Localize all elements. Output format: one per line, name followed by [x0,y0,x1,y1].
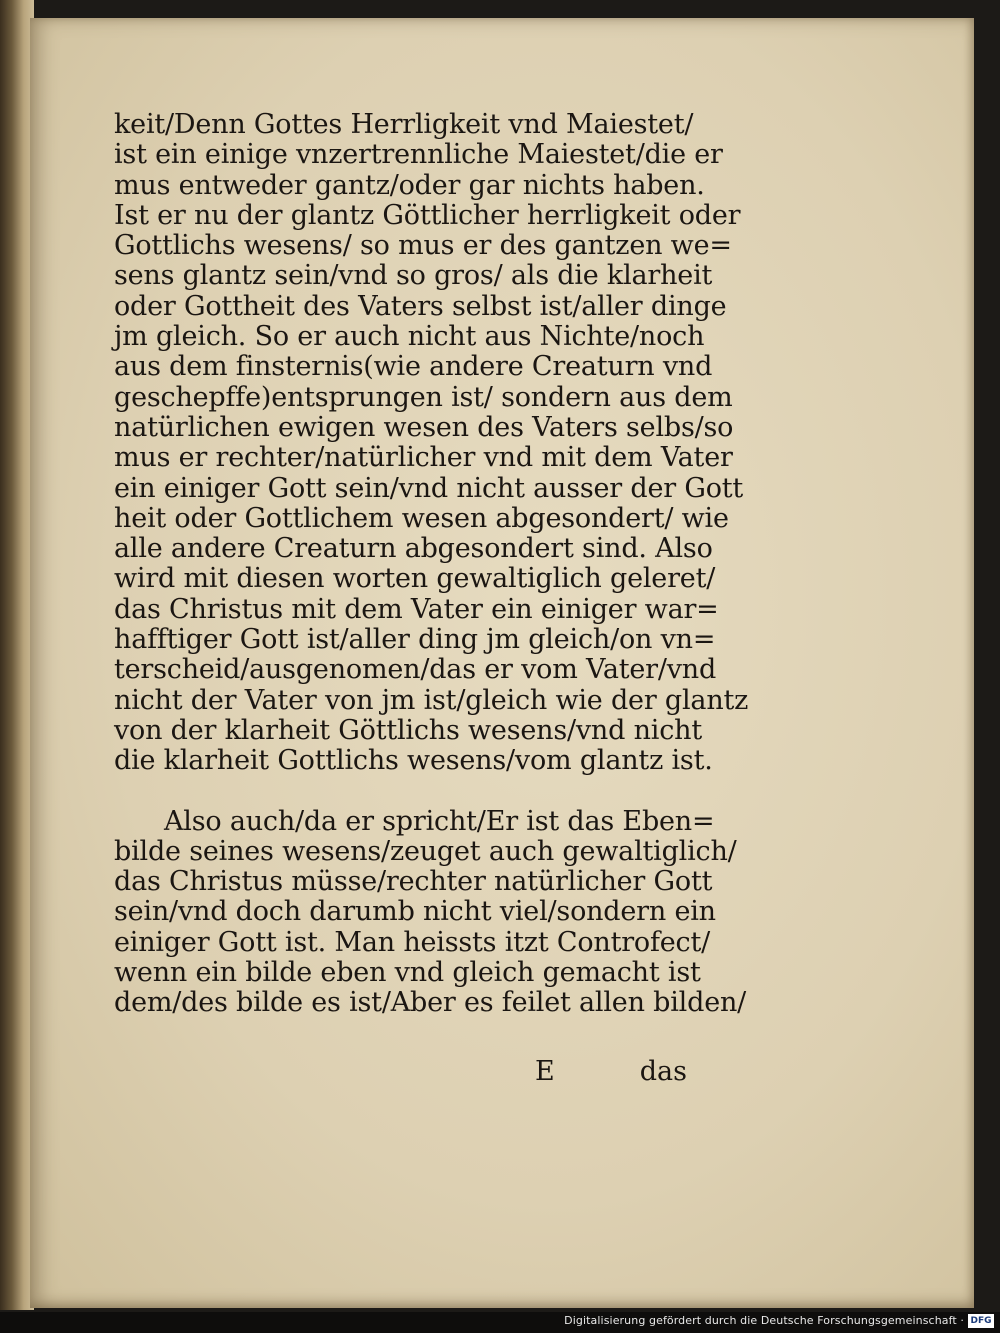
text-line: bilde seines wesens/zeuget auch gewaltiglich/ [114,835,737,867]
book-page [30,18,974,1308]
text-line: Gottlichs wesens/ so mus er des gantzen we= [114,230,732,262]
text-line: sein/vnd doch darumb nicht viel/sondern ein [114,896,716,928]
signature-mark: E [535,1056,555,1087]
dfg-logo: DFG [968,1314,994,1328]
text-line: ein einiger Gott sein/vnd nicht ausser der Gott [114,472,744,504]
text-line: keit/Denn Gottes Herrligkeit vnd Maiestet/ [114,109,694,140]
text-line: heit oder Gottlichem wesen abgesondert/ wie [114,502,729,534]
text-line: Ist er nu der glantz Göttlicher herrligkeit oder [114,199,741,231]
text-line: jm gleich. So er auch nicht aus Nichte/noch [114,321,705,353]
text-line: terscheid/ausgenomen/das er vom Vater/vnd [114,654,717,686]
catchword: das [639,1056,687,1087]
text-line: wenn ein bilde eben vnd gleich gemacht ist [114,957,701,989]
text-line: Also auch/da er spricht/Er ist das Eben= [164,805,715,837]
text-line: von der klarheit Göttlichs wesens/vnd nicht [114,714,702,746]
text-line: nicht der Vater von jm ist/gleich wie der glantz [114,684,749,716]
text-line: sens glantz sein/vnd so gros/ als die klarheit [114,260,713,292]
text-line: mus er rechter/natürlicher vnd mit dem Vater [114,442,733,474]
text-line: aus dem finsternis(wie andere Creaturn vnd [114,351,713,383]
paragraph-gap [114,777,714,807]
text-line: dem/des bilde es ist/Aber es feilet allen bilden/ [114,987,747,1019]
book-spine-edge [0,0,34,1310]
text-line: oder Gottheit des Vaters selbst ist/aller dinge [114,290,727,322]
text-line: alle andere Creaturn abgesondert sind. Also [114,533,713,565]
text-line: hafftiger Gott ist/aller ding jm gleich/on vn= [114,624,716,656]
catch-line [535,1056,695,1086]
text-line: das Christus müsse/rechter natürlicher Gott [114,866,713,898]
text-line: die klarheit Gottlichs wesens/vom glantz ist. [114,745,713,777]
funding-notice: Digitalisierung gefördert durch die Deutsche Forschungsgemeinschaft · [564,1314,964,1327]
text-line: ist ein einige vnzertrennliche Maiestet/die er [114,139,723,171]
text-line: einiger Gott ist. Man heissts itzt Controfect/ [114,926,711,958]
text-line: wird mit diesen worten gewaltiglich geleret/ [114,563,716,595]
text-line: mus entweder gantz/oder gar nichts haben. [114,169,705,201]
page-text [114,109,749,1019]
text-line: das Christus mit dem Vater ein einiger war= [114,593,719,625]
text-line: natürlichen ewigen wesen des Vaters selbs/so [114,411,734,443]
text-line: geschepffe)entsprungen ist/ sondern aus dem [114,381,733,413]
